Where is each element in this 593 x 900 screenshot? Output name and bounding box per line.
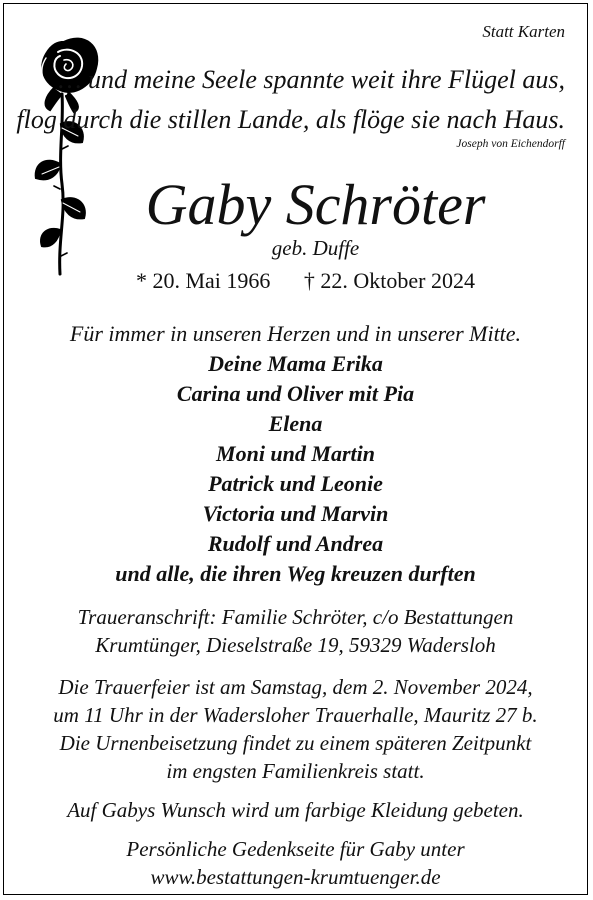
obituary-notice <box>3 3 588 895</box>
memorial-url[interactable]: www.bestattungen-krumtuenger.de <box>150 865 441 889</box>
notice-body <box>4 319 587 891</box>
death-date: † 22. Oktober 2024 <box>303 268 476 293</box>
mourner-entry: Carina und Oliver mit Pia <box>176 381 415 406</box>
birth-name: geb. Duffe <box>271 236 360 260</box>
statt-karten-label: Statt Karten <box>482 22 565 41</box>
ceremony-line: um 11 Uhr in der Wadersloher Trauerhalle, Mauritz 27 b. <box>53 703 538 727</box>
mourner-entry: Victoria und Marvin <box>202 501 389 526</box>
address-line: Traueranschrift: Familie Schröter, c/o Bestattungen <box>77 605 514 629</box>
mourner-entry: Deine Mama Erika <box>208 351 383 376</box>
mourner-entry: Patrick und Leonie <box>208 471 383 496</box>
mourning-address <box>4 603 587 659</box>
mourner-entry: und alle, die ihren Weg kreuzen durften <box>115 561 476 586</box>
poem-line: flog durch die stillen Lande, als flöge sie nach Haus. <box>16 105 565 134</box>
poem-author: Joseph von Eichendorff <box>456 138 565 150</box>
birth-date: * 20. Mai 1966 <box>135 268 271 293</box>
deceased-name: Gaby Schröter <box>145 172 486 237</box>
ceremony-line: Die Trauerfeier ist am Samstag, dem 2. November 2024, <box>58 675 533 699</box>
poem-line: … und meine Seele spannte weit ihre Flügel aus, <box>58 65 565 94</box>
memorial-page <box>4 835 587 891</box>
mourners-list <box>4 349 587 589</box>
mourner-entry: Elena <box>268 411 323 436</box>
ceremony-line: im engsten Familienkreis statt. <box>166 759 425 783</box>
poem-quote <box>16 60 565 140</box>
memorial-line: Persönliche Gedenkseite für Gaby unter <box>126 837 465 861</box>
intro-text: Für immer in unseren Herzen und in unserer Mitte. <box>69 321 522 346</box>
mourner-entry: Rudolf und Andrea <box>207 531 384 556</box>
mourner-entry: Moni und Martin <box>216 441 375 466</box>
dress-wish: Auf Gabys Wunsch wird um farbige Kleidung gebeten. <box>67 798 524 822</box>
life-dates <box>4 268 587 294</box>
address-line: Krumtünger, Dieselstraße 19, 59329 Wadersloh <box>95 633 496 657</box>
ceremony-line: Die Urnenbeisetzung findet zu einem späteren Zeitpunkt <box>59 731 532 755</box>
ceremony-info <box>4 673 587 785</box>
